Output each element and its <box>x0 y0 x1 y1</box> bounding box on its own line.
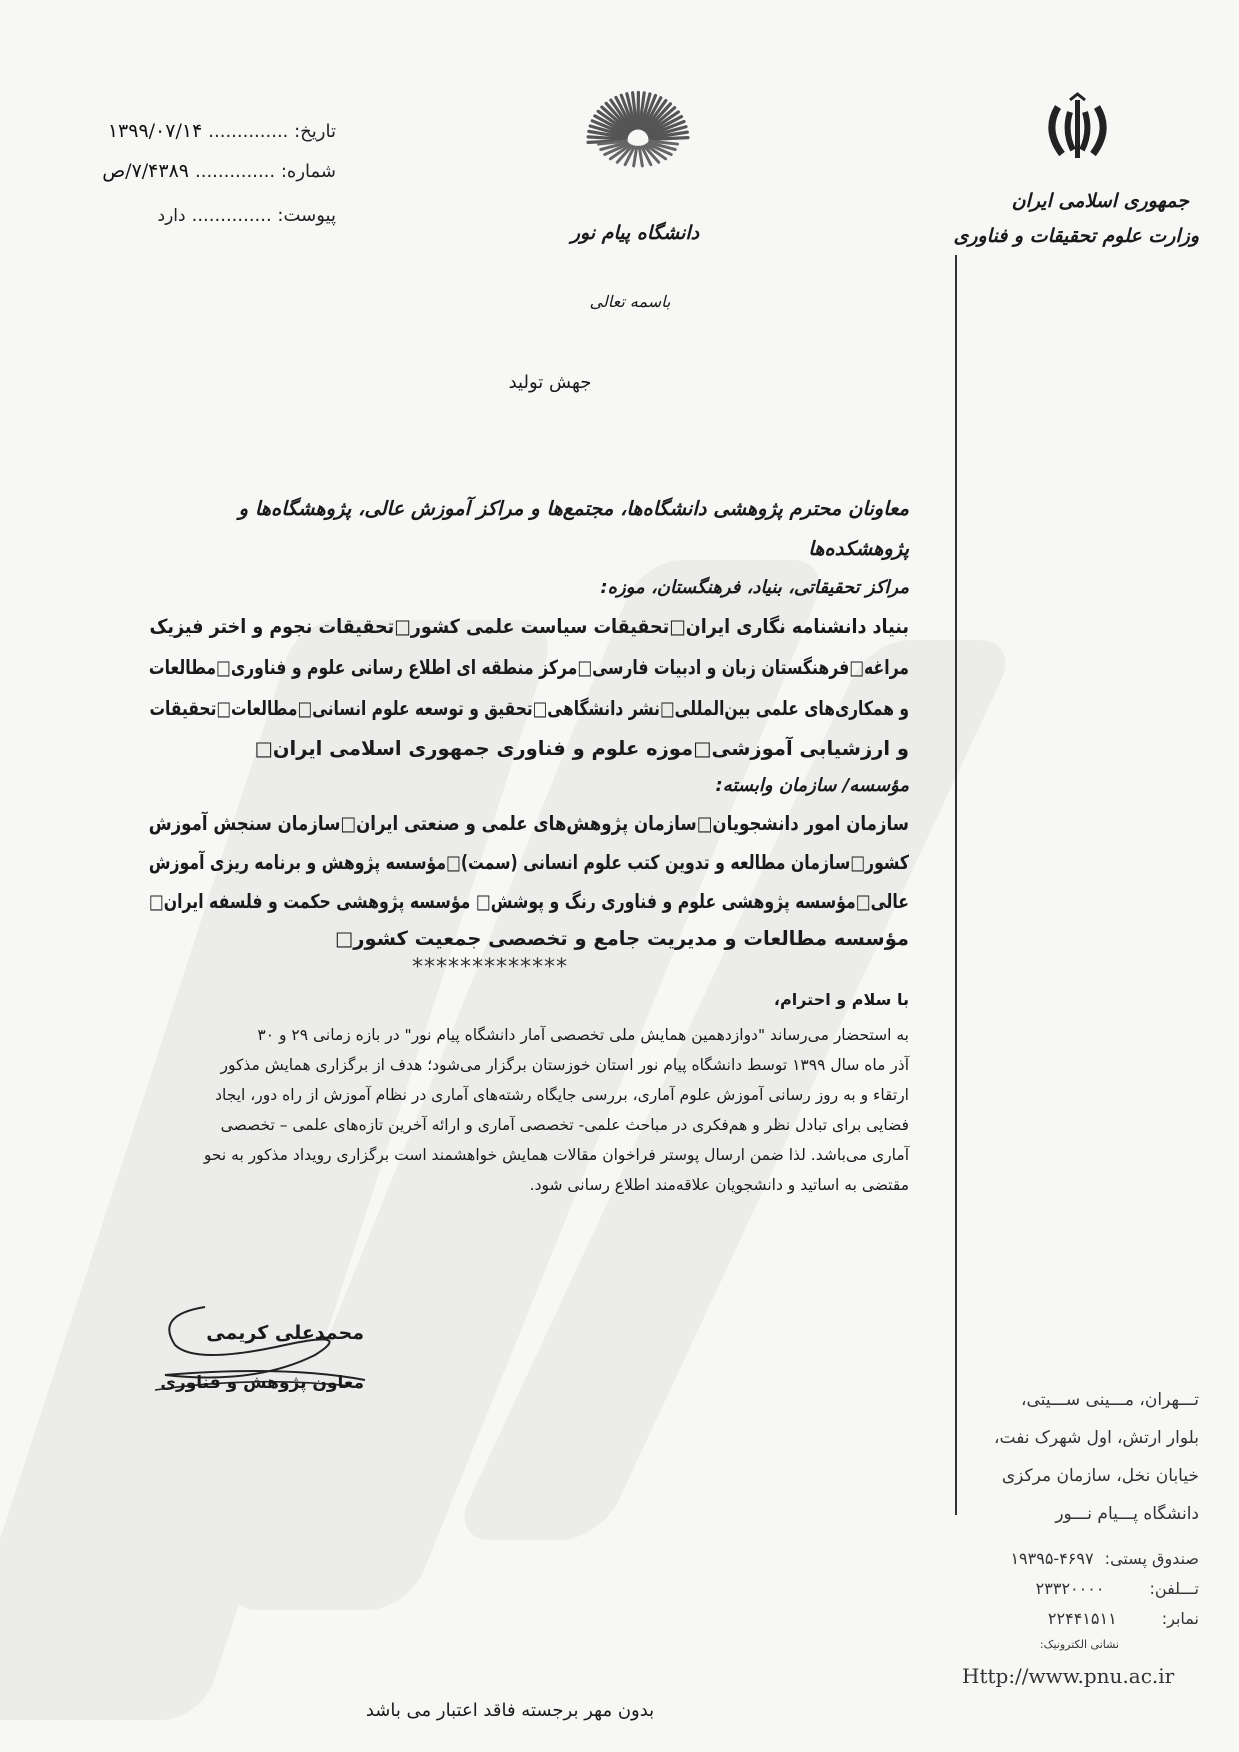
fax-value: ۲۲۴۴۱۵۱۱ <box>1047 1609 1117 1628</box>
section-title: مراکز تحقیقاتی، بنیاد، فرهنگستان، موزه: <box>600 577 909 598</box>
postal-box <box>994 1548 1199 1569</box>
address-line: خیابان نخل، سازمان مرکزی <box>1001 1466 1199 1486</box>
address-line: دانشگاه پـــیام نـــور <box>1055 1504 1199 1524</box>
fax <box>994 1608 1199 1629</box>
addressee-line: پژوهشکده‌ها <box>808 537 909 560</box>
body-line: آماری می‌باشد. لذا ضمن ارسال پوستر فراخوان مقالات همایش خواهشمند است برگزاری رویداد مذکور به نحو <box>203 1146 909 1164</box>
fax-label: نمابر: <box>1161 1609 1199 1628</box>
postal-value: ۴۶۹۷-۱۹۳۹۵ <box>1010 1549 1094 1568</box>
website-link[interactable]: Http://www.pnu.ac.ir <box>962 1664 1175 1688</box>
logo-ray <box>650 138 688 140</box>
footer-note: بدون مهر برجسته فاقد اعتبار می باشد <box>365 1700 655 1721</box>
university-logo-text: دانشگاه پیام نور <box>570 222 700 244</box>
number-field <box>102 160 336 182</box>
invocation: باسمه تعالی <box>589 292 671 311</box>
body-line: به استحضار می‌رساند "دوازدهمین همایش ملی تخصصی آمار دانشگاه پیام نور" در بازه زمانی ۲۹ و ۳۰ <box>257 1026 909 1044</box>
attachment-label: پیوست: .............. <box>191 205 336 226</box>
date-value: ۱۳۹۹/۰۷/۱۴ <box>107 120 203 142</box>
org-line: و همکاری‌های علمی بین‌المللی□نشر دانشگاهی□تحقیق و توسعه علوم انسانی□مطالعات□تحقیقات <box>149 697 910 720</box>
subject: جهش تولید <box>508 372 592 393</box>
org-line: مراغه□فرهنگستان زبان و ادبیات فارسی□مرکز منطقه ای اطلاع رسانی علوم و فناوری□مطالعات <box>148 656 910 679</box>
address-line: تـــهران، مـــینی ســـیتی، <box>1021 1390 1199 1410</box>
phone-value: ۲۳۳۲۰۰۰۰ <box>1035 1579 1105 1598</box>
postal-label: صندوق پستی: <box>1104 1549 1199 1568</box>
greeting: با سلام و احترام، <box>773 990 909 1009</box>
org-line: سازمان امور دانشجویان□سازمان پژوهش‌های علمی و صنعتی ایران□سازمان سنجش آموزش <box>148 812 910 835</box>
section-title: مؤسسه/ سازمان وابسته: <box>715 775 909 796</box>
body-line: مقتضی به اساتید و دانشجویان علاقه‌مند اطلاع رسانی شود. <box>529 1176 909 1194</box>
number-label: شماره: .............. <box>195 161 336 182</box>
ministry-line1: جمهوری اسلامی ایران <box>1011 190 1189 212</box>
date-field <box>108 120 336 142</box>
date-label: تاریخ: .............. <box>208 121 336 142</box>
ministry-line2: وزارت علوم تحقیقات و فناوری <box>953 225 1199 247</box>
signatory-title: معاون پژوهش و فناوری <box>160 1373 364 1393</box>
addressee-line: معاونان محترم پژوهشی دانشگاه‌ها، مجتمع‌ها و مراکز آموزش عالی، پژوهشگاه‌ها و <box>238 497 909 520</box>
separator: ************* <box>412 955 568 980</box>
body-line: آذر ماه سال ۱۳۹۹ توسط دانشگاه پیام نور استان خوزستان برگزار می‌شود؛ هدف از برگزاری همایش مذکور <box>220 1056 909 1074</box>
body-line: فضایی برای تبادل نظر و هم‌فکری در مباحث علمی- تخصصی آماری و ارائه آخرین تازه‌های علمی – تخصصی <box>220 1116 909 1134</box>
phone <box>994 1578 1199 1599</box>
attachment-field <box>158 205 336 226</box>
signatory-name: محمدعلی کریمی <box>206 1322 364 1344</box>
org-line: بنیاد دانشنامه نگاری ایران□تحقیقات سیاست علمی کشور□تحقیقات نجوم و اختر فیزیک <box>149 615 909 638</box>
payame-noor-logo <box>583 88 693 168</box>
attachment-value: دارد <box>157 206 186 226</box>
phone-label: تـــلفن: <box>1149 1579 1199 1598</box>
org-line: کشور□سازمان مطالعه و تدوین کتب علوم انسانی (سمت)□مؤسسه پژوهش و برنامه ریزی آموزش <box>148 851 909 874</box>
org-line: عالی□مؤسسه پژوهشی علوم و فناوری رنگ و پوشش□ مؤسسه پژوهشی حکمت و فلسفه ایران□ <box>148 890 909 913</box>
email-label: نشانی الکترونیک: <box>1039 1638 1119 1651</box>
body-line: ارتقاء و به روز رسانی آموزش علوم آماری، بررسی جایگاه رشته‌های آماری در نظام آموزش از راه دور، ایجاد <box>215 1086 909 1104</box>
org-line: و ارزشیابی آموزشی□موزه علوم و فناوری جمهوری اسلامی ایران□ <box>254 737 909 760</box>
org-line: مؤسسه مطالعات و مدیریت جامع و تخصصی جمعیت کشور□ <box>334 927 909 950</box>
number-value: ۷/۴۳۸۹/ص <box>102 160 189 182</box>
vertical-divider <box>955 255 957 1515</box>
address-line: بلوار ارتش، اول شهرک نفت، <box>994 1428 1199 1448</box>
iran-emblem-logo <box>1040 92 1115 167</box>
